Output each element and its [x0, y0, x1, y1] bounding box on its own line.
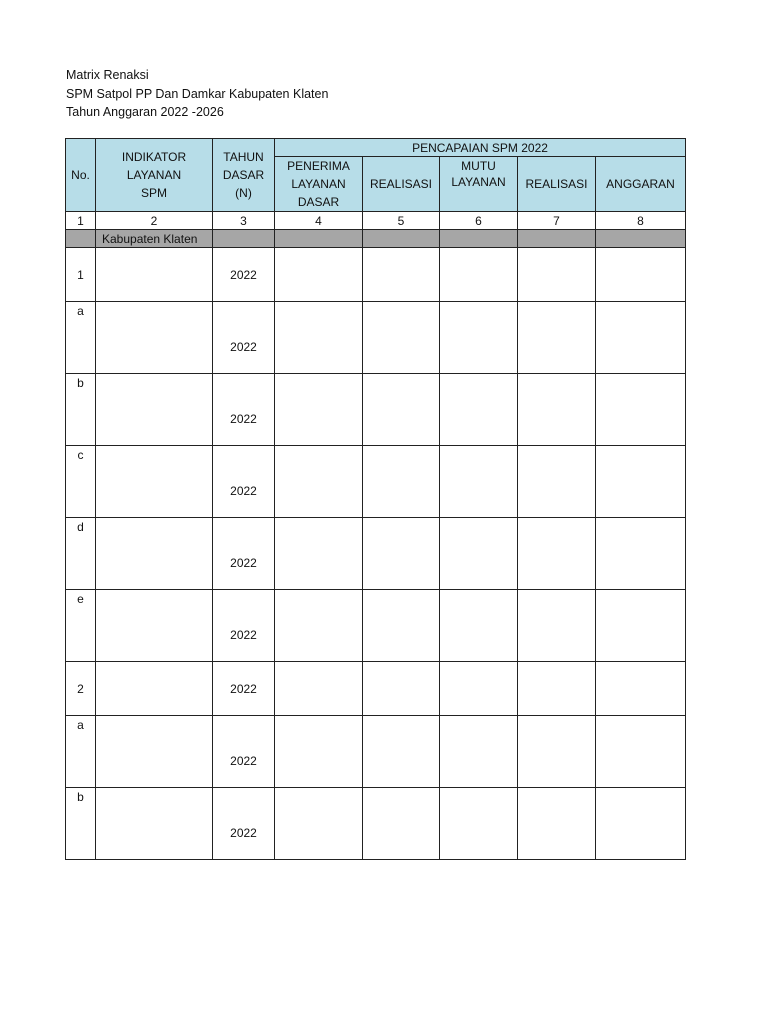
empty-cell: [96, 788, 213, 860]
empty-cell: [518, 518, 596, 590]
row-year-cell: 2022: [213, 518, 275, 590]
column-number: 1: [66, 212, 96, 230]
empty-cell: [96, 662, 213, 716]
region-cell: [213, 230, 275, 248]
header-penerima: [275, 157, 363, 212]
region-cell: [66, 230, 96, 248]
header-realisasi-2: REALISASI: [518, 157, 596, 212]
column-number-row: [66, 212, 686, 230]
empty-cell: [440, 590, 518, 662]
column-number: 5: [363, 212, 440, 230]
empty-cell: [96, 302, 213, 374]
empty-cell: [440, 446, 518, 518]
header-penerima-line: LAYANAN: [291, 177, 346, 191]
header-tahun-line: TAHUN: [223, 150, 264, 164]
table-row: [66, 248, 686, 302]
empty-cell: [596, 662, 686, 716]
empty-cell: [363, 248, 440, 302]
empty-cell: [596, 302, 686, 374]
empty-cell: [440, 302, 518, 374]
header-mutu-line: MUTU: [461, 159, 496, 173]
empty-cell: [440, 716, 518, 788]
empty-cell: [96, 446, 213, 518]
empty-cell: [363, 446, 440, 518]
empty-cell: [596, 374, 686, 446]
row-year-cell: 2022: [213, 590, 275, 662]
empty-cell: [275, 590, 363, 662]
row-number-cell: d: [66, 518, 96, 590]
empty-cell: [440, 662, 518, 716]
document-header: [66, 66, 328, 122]
empty-cell: [363, 788, 440, 860]
doc-title: Matrix Renaksi: [66, 68, 149, 82]
table-row: [66, 518, 686, 590]
region-cell: [363, 230, 440, 248]
header-mutu: [440, 157, 518, 212]
header-realisasi-1: REALISASI: [363, 157, 440, 212]
doc-fiscal-year: Tahun Anggaran 2022 -2026: [66, 105, 224, 119]
region-cell: [596, 230, 686, 248]
header-indikator: [96, 139, 213, 212]
row-number-cell: a: [66, 302, 96, 374]
table-row: [66, 788, 686, 860]
region-row: [66, 230, 686, 248]
empty-cell: [96, 248, 213, 302]
empty-cell: [440, 788, 518, 860]
header-tahun: [213, 139, 275, 212]
empty-cell: [596, 248, 686, 302]
row-year-cell: 2022: [213, 302, 275, 374]
header-tahun-line: (N): [235, 186, 252, 200]
empty-cell: [596, 518, 686, 590]
column-number: 6: [440, 212, 518, 230]
row-number-cell: b: [66, 788, 96, 860]
empty-cell: [363, 662, 440, 716]
row-number-cell: c: [66, 446, 96, 518]
header-penerima-line: DASAR: [297, 195, 340, 209]
table-row: [66, 446, 686, 518]
column-number: 7: [518, 212, 596, 230]
row-number-cell: 1: [66, 248, 96, 302]
row-number-cell: e: [66, 590, 96, 662]
table-row: [66, 590, 686, 662]
empty-cell: [96, 716, 213, 788]
empty-cell: [518, 374, 596, 446]
header-penerima-line: PENERIMA: [287, 159, 350, 173]
header-mutu-line: LAYANAN: [451, 175, 506, 189]
region-cell: [518, 230, 596, 248]
empty-cell: [96, 518, 213, 590]
empty-cell: [596, 446, 686, 518]
row-number-cell: b: [66, 374, 96, 446]
empty-cell: [275, 518, 363, 590]
empty-cell: [275, 662, 363, 716]
table-row: [66, 374, 686, 446]
region-cell: [440, 230, 518, 248]
doc-subtitle: SPM Satpol PP Dan Damkar Kabupaten Klaten: [66, 86, 329, 101]
empty-cell: [363, 590, 440, 662]
empty-cell: [363, 302, 440, 374]
empty-cell: [596, 788, 686, 860]
table-row: [66, 302, 686, 374]
header-pencapaian-group: PENCAPAIAN SPM 2022: [275, 139, 686, 157]
column-number: 8: [596, 212, 686, 230]
empty-cell: [440, 374, 518, 446]
region-label: Kabupaten Klaten: [96, 230, 213, 248]
table-row: [66, 662, 686, 716]
empty-cell: [363, 716, 440, 788]
row-year-cell: 2022: [213, 446, 275, 518]
empty-cell: [596, 590, 686, 662]
header-tahun-line: DASAR: [222, 168, 265, 182]
empty-cell: [518, 248, 596, 302]
row-year-cell: 2022: [213, 248, 275, 302]
renaksi-matrix-table: [65, 138, 686, 860]
header-indikator-line: SPM: [140, 186, 167, 200]
empty-cell: [518, 446, 596, 518]
empty-cell: [96, 374, 213, 446]
empty-cell: [518, 716, 596, 788]
empty-cell: [275, 248, 363, 302]
row-year-cell: 2022: [213, 662, 275, 716]
empty-cell: [275, 374, 363, 446]
empty-cell: [275, 302, 363, 374]
empty-cell: [518, 590, 596, 662]
empty-cell: [518, 662, 596, 716]
empty-cell: [275, 446, 363, 518]
empty-cell: [440, 248, 518, 302]
header-indikator-line: INDIKATOR: [121, 150, 187, 164]
empty-cell: [596, 716, 686, 788]
region-cell: [275, 230, 363, 248]
empty-cell: [275, 716, 363, 788]
empty-cell: [518, 788, 596, 860]
table-row: [66, 716, 686, 788]
header-anggaran: ANGGARAN: [596, 157, 686, 212]
empty-cell: [275, 788, 363, 860]
empty-cell: [96, 590, 213, 662]
row-year-cell: 2022: [213, 374, 275, 446]
column-number: 3: [213, 212, 275, 230]
empty-cell: [363, 374, 440, 446]
row-number-cell: 2: [66, 662, 96, 716]
column-number: 4: [275, 212, 363, 230]
header-row-group: [66, 139, 686, 157]
header-indikator-line: LAYANAN: [126, 168, 182, 182]
column-number: 2: [96, 212, 213, 230]
empty-cell: [440, 518, 518, 590]
row-number-cell: a: [66, 716, 96, 788]
header-no: No.: [66, 139, 96, 212]
row-year-cell: 2022: [213, 716, 275, 788]
empty-cell: [363, 518, 440, 590]
empty-cell: [518, 302, 596, 374]
row-year-cell: 2022: [213, 788, 275, 860]
